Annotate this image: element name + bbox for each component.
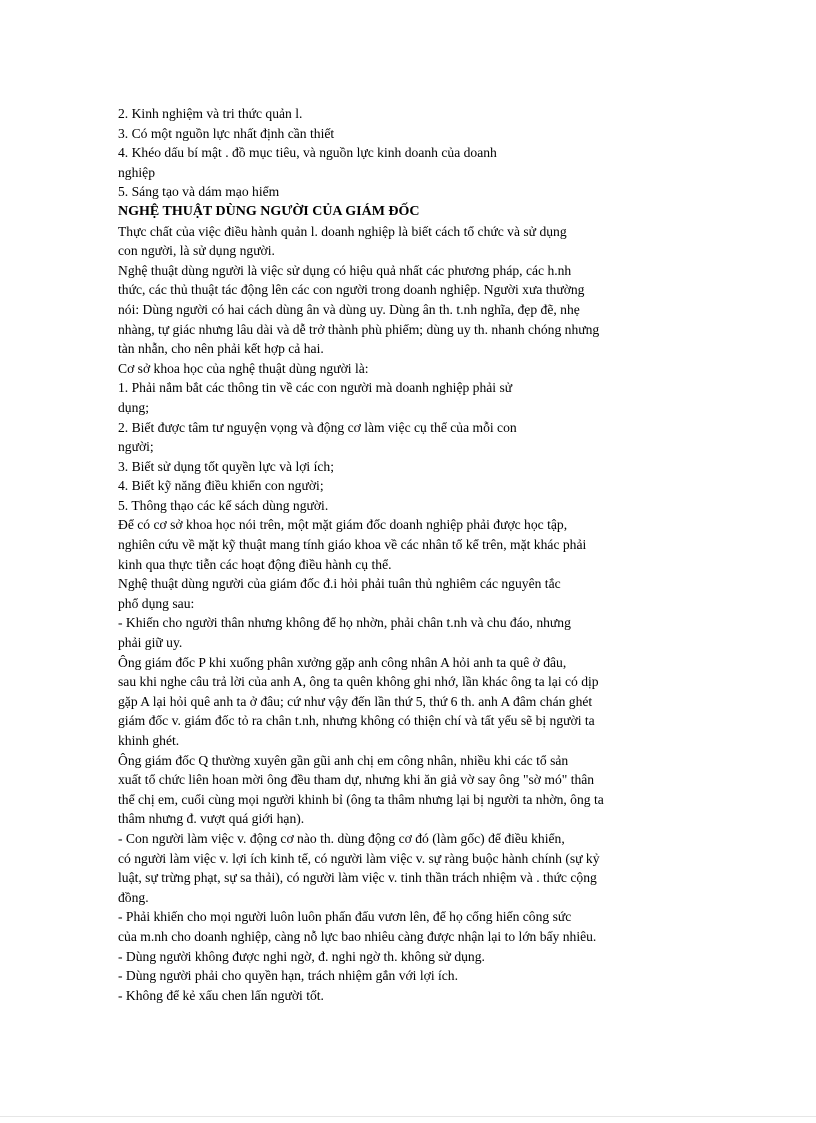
- text-line: con người, là sử dụng người.: [118, 243, 275, 259]
- text-line: nói: Dùng người có hai cách dùng ân và dùng uy. Dùng ân th. t.nh nghĩa, đẹp đẽ, nhẹ: [118, 301, 580, 317]
- text-line: khinh ghét.: [118, 733, 180, 748]
- text-line: phải giữ uy.: [118, 635, 183, 651]
- text-line: Nghệ thuật dùng người là việc sử dụng có hiệu quả nhất các phương pháp, các h.nh: [118, 262, 572, 278]
- text-line: luật, sự trừng phạt, sự sa thải), có người làm việc v. tinh thần trách nhiệm và . thức cộng: [118, 870, 597, 886]
- text-line: 4. Biết kỹ năng điều khiển con người;: [118, 478, 324, 494]
- text-line: thâm nhưng đ. vượt quá giới hạn).: [118, 811, 305, 827]
- text-line: Nghệ thuật dùng người của giám đốc đ.i hỏi phải tuân thủ nghiêm các nguyên tắc: [118, 576, 561, 592]
- page-bottom-divider: [0, 1116, 816, 1117]
- text-line: 5. Thông thạo các kế sách dùng người.: [118, 497, 329, 513]
- text-line: Ông giám đốc Q thường xuyên gần gũi anh chị em công nhân, nhiều khi các tổ sản: [118, 752, 569, 768]
- text-line: tàn nhẫn, cho nên phải kết hợp cả hai.: [118, 341, 324, 357]
- text-line: thể chị em, cuối cùng mọi người khinh bỉ (ông ta thâm nhưng lại bị người ta nhờn, ông ta: [118, 791, 604, 807]
- document-body: [118, 104, 698, 1005]
- text-line: Cơ sở khoa học của nghệ thuật dùng người là:: [118, 360, 369, 376]
- text-line: xuất tổ chức liên hoan mời ông đều tham dự, nhưng khi ăn giả vờ say ông "sờ mó" thân: [118, 772, 595, 788]
- text-line: người;: [118, 439, 154, 455]
- text-line: 1. Phải nắm bắt các thông tin về các con người mà doanh nghiệp phải sử: [118, 380, 513, 396]
- text-line: có người làm việc v. lợi ích kinh tế, có người làm việc v. sự ràng buộc hành chính (sự kỷ: [118, 850, 600, 866]
- text-line: - Con người làm việc v. động cơ nào th. dùng động cơ đó (làm gốc) để điều khiển,: [118, 830, 565, 846]
- text-line: - Khiến cho người thân nhưng không để họ nhờn, phải chân t.nh và chu đáo, nhưng: [118, 615, 571, 631]
- text-line: - Phải khiến cho mọi người luôn luôn phấn đấu vươn lên, để họ cống hiến công sức: [118, 909, 572, 925]
- text-line: Thực chất của việc điều hành quản l. doanh nghiệp là biết cách tổ chức và sử dụng: [118, 223, 567, 239]
- text-line: Để có cơ sở khoa học nói trên, một mặt giám đốc doanh nghiệp phải được học tập,: [118, 517, 568, 533]
- text-line: 3. Biết sử dụng tốt quyền lực và lợi ích;: [118, 458, 334, 474]
- text-line: Ông giám đốc P khi xuống phân xưởng gặp anh công nhân A hỏi anh ta quê ở đâu,: [118, 654, 567, 670]
- text-line: giám đốc v. giám đốc tỏ ra chân t.nh, nhưng không có thiện chí và tất yếu sẽ bị người ta: [118, 713, 595, 729]
- text-line: dụng;: [118, 399, 149, 415]
- text-line: sau khi nghe câu trả lời của anh A, ông ta quên không ghi nhớ, lần khác ông ta lại có dịp: [118, 674, 599, 690]
- text-line: 2. Biết được tâm tư nguyện vọng và động cơ làm việc cụ thể của mỗi con: [118, 419, 517, 435]
- text-line: - Không để kẻ xấu chen lấn người tốt.: [118, 987, 324, 1003]
- text-line: của m.nh cho doanh nghiệp, càng nỗ lực bao nhiêu càng được nhận lại to lớn bấy nhiêu.: [118, 928, 597, 944]
- text-line: nghiệp: [118, 164, 155, 180]
- text-line: đồng.: [118, 889, 149, 905]
- text-line: phổ dụng sau:: [118, 595, 195, 611]
- text-line: gặp A lại hỏi quê anh ta ở đâu; cứ như vậy đến lần thứ 5, thứ 6 th. anh A đâm chán ghét: [118, 693, 593, 709]
- text-line: nhàng, tự giác nhưng lâu dài và dễ trở thành phù phiếm; dùng uy th. nhanh chóng nhưng: [118, 321, 600, 337]
- text-line: nghiên cứu về mặt kỹ thuật mang tính giáo khoa về các nhân tố kể trên, mặt khác phải: [118, 537, 587, 553]
- section-heading: NGHỆ THUẬT DÙNG NGƯỜI CỦA GIÁM ĐỐC: [118, 203, 420, 219]
- text-line: - Dùng người không được nghi ngờ, đ. nghi ngờ th. không sử dụng.: [118, 948, 485, 964]
- text-line: - Dùng người phải cho quyền hạn, trách nhiệm gắn với lợi ích.: [118, 968, 459, 984]
- text-line: 3. Có một nguồn lực nhất định cần thiết: [118, 125, 335, 141]
- text-line: 2. Kinh nghiệm và tri thức quản l.: [118, 106, 303, 121]
- text-line: 5. Sáng tạo và dám mạo hiểm: [118, 184, 280, 200]
- text-line: kinh qua thực tiễn các hoạt động điều hành cụ thể.: [118, 556, 392, 572]
- text-line: 4. Khéo dấu bí mật . đồ mục tiêu, và nguồn lực kinh doanh của doanh: [118, 145, 497, 161]
- text-line: thức, các thủ thuật tác động lên các con người trong doanh nghiệp. Người xưa thường: [118, 282, 585, 298]
